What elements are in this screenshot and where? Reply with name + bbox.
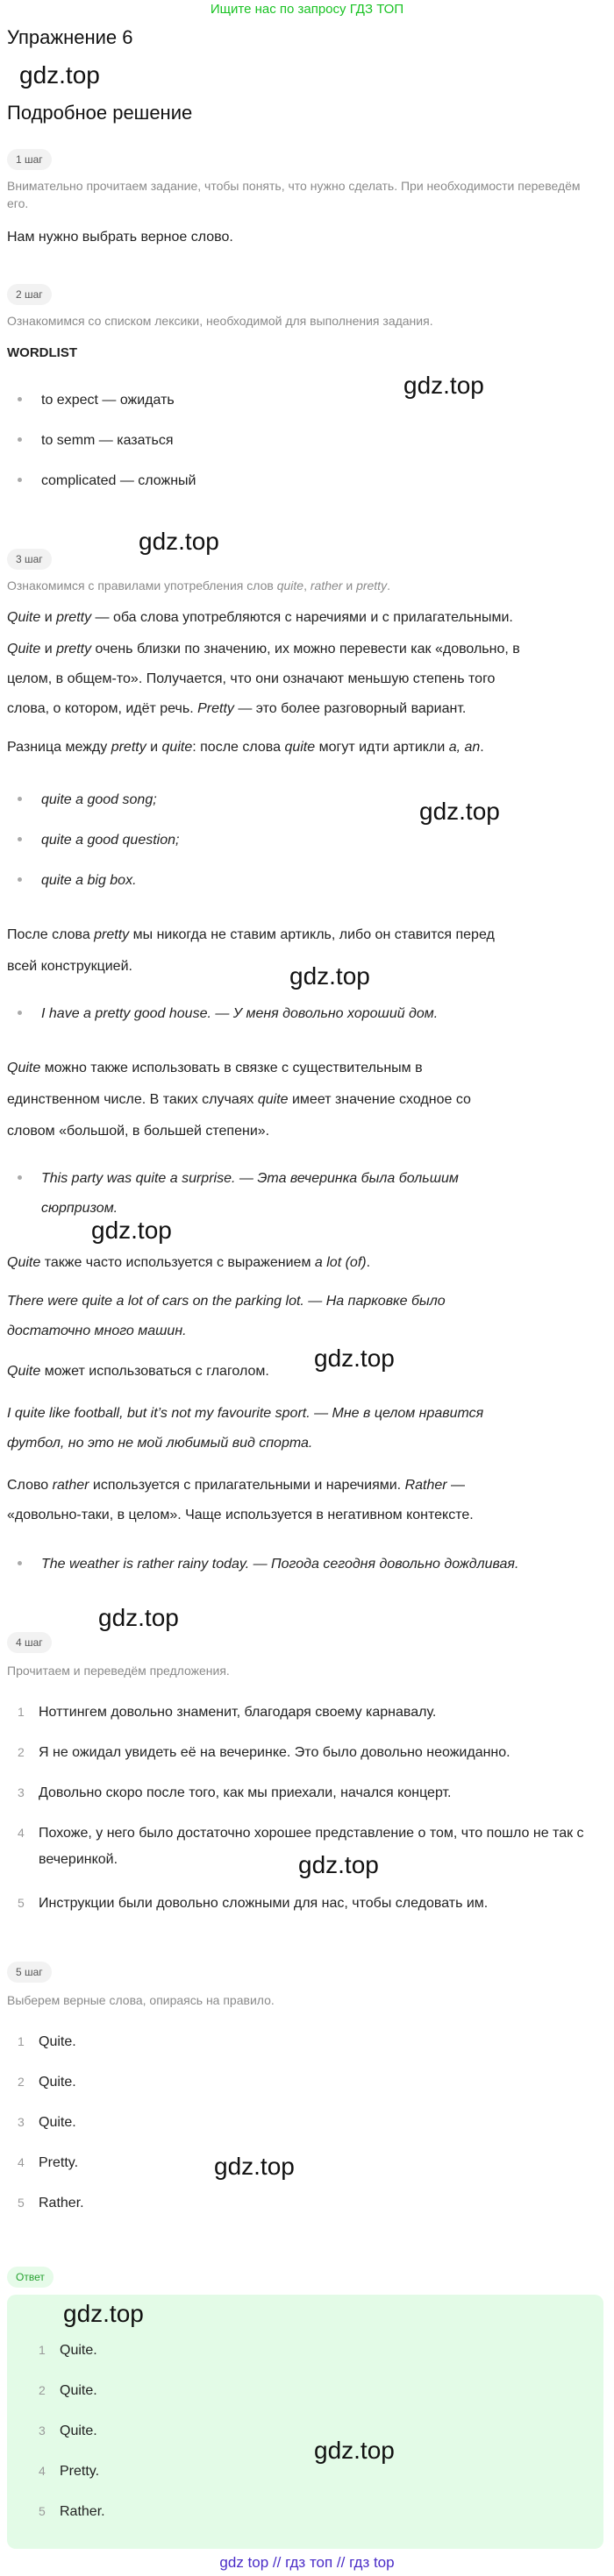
answer-item: 2 Quite. — [39, 2383, 97, 2398]
paragraph-line: единственном числе. В таких случаях quite имеет значение сходное со — [7, 1092, 471, 1107]
list-item-continuation: сюрпризом. — [41, 1201, 118, 1216]
paragraph: Разница между pretty и quite: после слова quite могут идти артикли a, an. — [7, 740, 484, 755]
step-badge: 3 шаг — [7, 549, 52, 570]
footer-links[interactable]: gdz top // гдз топ // гдз top — [219, 2554, 395, 2571]
bullet-icon — [18, 1561, 22, 1565]
list-item: 3 Довольно скоро после того, как мы приехали, начался концерт. — [18, 1785, 452, 1800]
example: There were quite a lot of cars on the parking lot. — На парковке было — [7, 1294, 446, 1309]
step-description: Ознакомимся с правилами употребления слов quite, rather и pretty. — [7, 578, 390, 593]
watermark: gdz.top — [214, 2153, 295, 2180]
step-badge: 4 шаг — [7, 1632, 52, 1653]
bullet-icon — [18, 397, 22, 401]
page-title: Упражнение 6 — [7, 26, 133, 48]
bullet-icon — [18, 797, 22, 801]
list-item: 1 Ноттингем довольно знаменит, благодаря своему карнавалу. — [18, 1705, 437, 1720]
list-item: 5 Rather. — [18, 2196, 84, 2211]
paragraph: Quite может использоваться с глаголом. — [7, 1364, 269, 1379]
paragraph-line: всей конструкцией. — [7, 959, 132, 974]
paragraph: Quite также часто используется с выражением a lot (of). — [7, 1255, 371, 1270]
watermark: gdz.top — [314, 2437, 395, 2464]
list-item: 4 Pretty. — [18, 2155, 79, 2170]
paragraph-line: целом, в общем-то». Получается, что они означают меньшую степень того — [7, 671, 496, 686]
answer-badge: Ответ — [7, 2267, 54, 2288]
paragraph: Quite и pretty очень близки по значению, их можно перевести как «довольно, в — [7, 642, 520, 656]
bullet-icon — [18, 478, 22, 482]
list-item: 2 Quite. — [18, 2075, 76, 2090]
list-item: I have a pretty good house. — У меня довольно хороший дом. — [18, 1001, 596, 1027]
paragraph: Quite и pretty — оба слова употребляются с наречиями и с прилагательными. — [7, 610, 513, 625]
watermark: gdz.top — [298, 1851, 379, 1878]
step-badge: 5 шаг — [7, 1962, 52, 1983]
bullet-icon — [18, 877, 22, 882]
paragraph-line: слова, о котором, идёт речь. Pretty — это более разговорный вариант. — [7, 701, 467, 716]
paragraph: Слово rather используется с прилагательными и наречиями. Rather — — [7, 1478, 466, 1493]
paragraph: После слова pretty мы никогда не ставим артикль, либо он ставится перед — [7, 927, 495, 942]
bullet-icon — [18, 1011, 22, 1015]
watermark: gdz.top — [19, 61, 100, 89]
list-item: 1 Quite. — [18, 2034, 76, 2049]
step-description: Внимательно прочитаем задание, чтобы понять, что нужно сделать. При необходимости переведём его. — [7, 179, 581, 210]
answer-item: 3 Quite. — [39, 2423, 97, 2438]
list-item: quite a big box. — [18, 868, 596, 894]
step-description: Ознакомимся со списком лексики, необходимой для выполнения задания. — [7, 314, 433, 328]
step-text: Нам нужно выбрать верное слово. — [7, 230, 233, 245]
answer-item: 1 Quite. — [39, 2343, 97, 2358]
bullet-icon — [18, 1175, 22, 1180]
list-item: to semm — казаться — [18, 428, 596, 454]
example-line: футбол, но это не мой любимый вид спорта. — [7, 1436, 313, 1451]
paragraph-line: «довольно-таки, в целом». Чаще используется в негативном контексте. — [7, 1508, 474, 1522]
list-item: to expect — ожидать — [18, 387, 596, 414]
watermark: gdz.top — [419, 798, 500, 825]
step-badge: 2 шаг — [7, 284, 52, 305]
list-item: The weather is rather rainy today. — Погода сегодня довольно дождливая. — [18, 1551, 596, 1578]
step-description: Прочитаем и переведём предложения. — [7, 1664, 230, 1678]
watermark: gdz.top — [403, 372, 484, 399]
wordlist-heading: WORDLIST — [7, 345, 77, 360]
watermark: gdz.top — [289, 962, 370, 990]
answer-item: 4 Pretty. — [39, 2464, 100, 2479]
list-item: This party was quite a surprise. — Эта вечеринка была большим — [18, 1166, 596, 1192]
watermark: gdz.top — [314, 1345, 395, 1372]
list-item: complicated — сложный — [18, 468, 596, 494]
list-item: 5 Инструкции были довольно сложными для нас, чтобы следовать им. — [18, 1896, 489, 1911]
list-item: quite a good question; — [18, 827, 596, 854]
watermark: gdz.top — [63, 2300, 144, 2327]
list-item: 3 Quite. — [18, 2115, 76, 2130]
page-subtitle: Подробное решение — [7, 102, 193, 124]
step-badge: 1 шаг — [7, 149, 52, 170]
list-item: quite a good song; — [18, 787, 596, 813]
paragraph-line: словом «большой, в большей степени». — [7, 1124, 270, 1139]
bullet-icon — [18, 837, 22, 841]
bullet-icon — [18, 437, 22, 442]
top-search-hint[interactable]: Ищите нас по запросу ГДЗ ТОП — [210, 2, 404, 17]
example: I quite like football, but it’s not my favourite sport. — Мне в целом нравится — [7, 1406, 484, 1421]
answer-item: 5 Rather. — [39, 2504, 105, 2519]
paragraph: Quite можно также использовать в связке с существительным в — [7, 1061, 423, 1075]
example-line: достаточно много машин. — [7, 1323, 187, 1338]
watermark: gdz.top — [139, 528, 219, 555]
watermark: gdz.top — [91, 1217, 172, 1244]
list-item: 2 Я не ожидал увидеть её на вечеринке. Это было довольно неожиданно. — [18, 1745, 510, 1760]
step-description: Выберем верные слова, опираясь на правило. — [7, 1993, 275, 2007]
list-item: 4 Похоже, у него было достаточно хорошее представление о том, что пошло не так с вечеринкой. — [18, 1826, 584, 1867]
watermark: gdz.top — [98, 1604, 179, 1631]
